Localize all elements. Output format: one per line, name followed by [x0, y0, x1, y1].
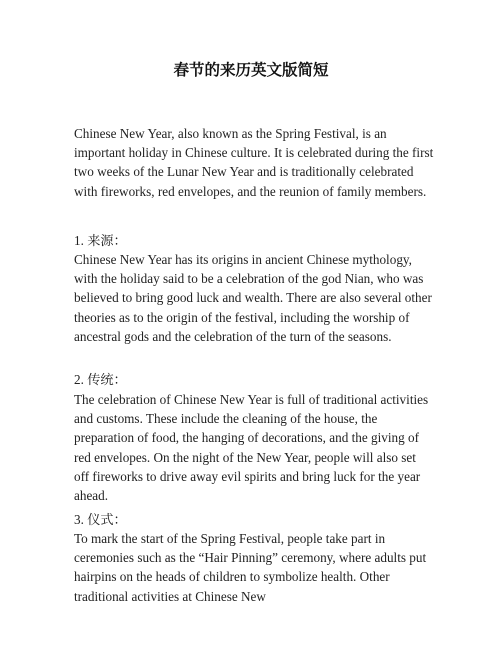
section-heading-origin: 1. 来源： — [74, 233, 127, 248]
section-body-origin: Chinese New Year has its origins in ancient Chinese mythology, with the holiday said to be a celebration of the god Nian, who was believed to bring good luck and wealth. There are also several other theories as to the origin of the festival, including the worship of ancestral gods and the celebration of the turn of the seasons. — [74, 252, 432, 344]
section-heading-ceremony: 3. 仪式： — [74, 512, 127, 527]
section-body-tradition: The celebration of Chinese New Year is full of traditional activities and customs. These include the cleaning of the house, the preparation of food, the hanging of decorations, and the giving of red envelopes. On the night of the New Year, people will also set off fireworks to drive away evil spirits and bring luck for the year ahead. — [74, 392, 429, 504]
section-body-ceremony: To mark the start of the Spring Festival, people take part in ceremonies such as the “Hair Pinning” ceremony, where adults put hairpins on the heads of children to symbolize health. Other traditional activities at Chinese New — [74, 531, 427, 604]
section-heading-tradition: 2. 传统： — [74, 372, 127, 387]
intro-paragraph: Chinese New Year, also known as the Spring Festival, is an important holiday in Chinese culture. It is celebrated during the first two weeks of the Lunar New Year and is traditionally celebrated with fireworks, red envelopes, and the reunion of family members. — [74, 126, 434, 199]
document-title: 春节的来历英文版简短 — [173, 61, 329, 79]
